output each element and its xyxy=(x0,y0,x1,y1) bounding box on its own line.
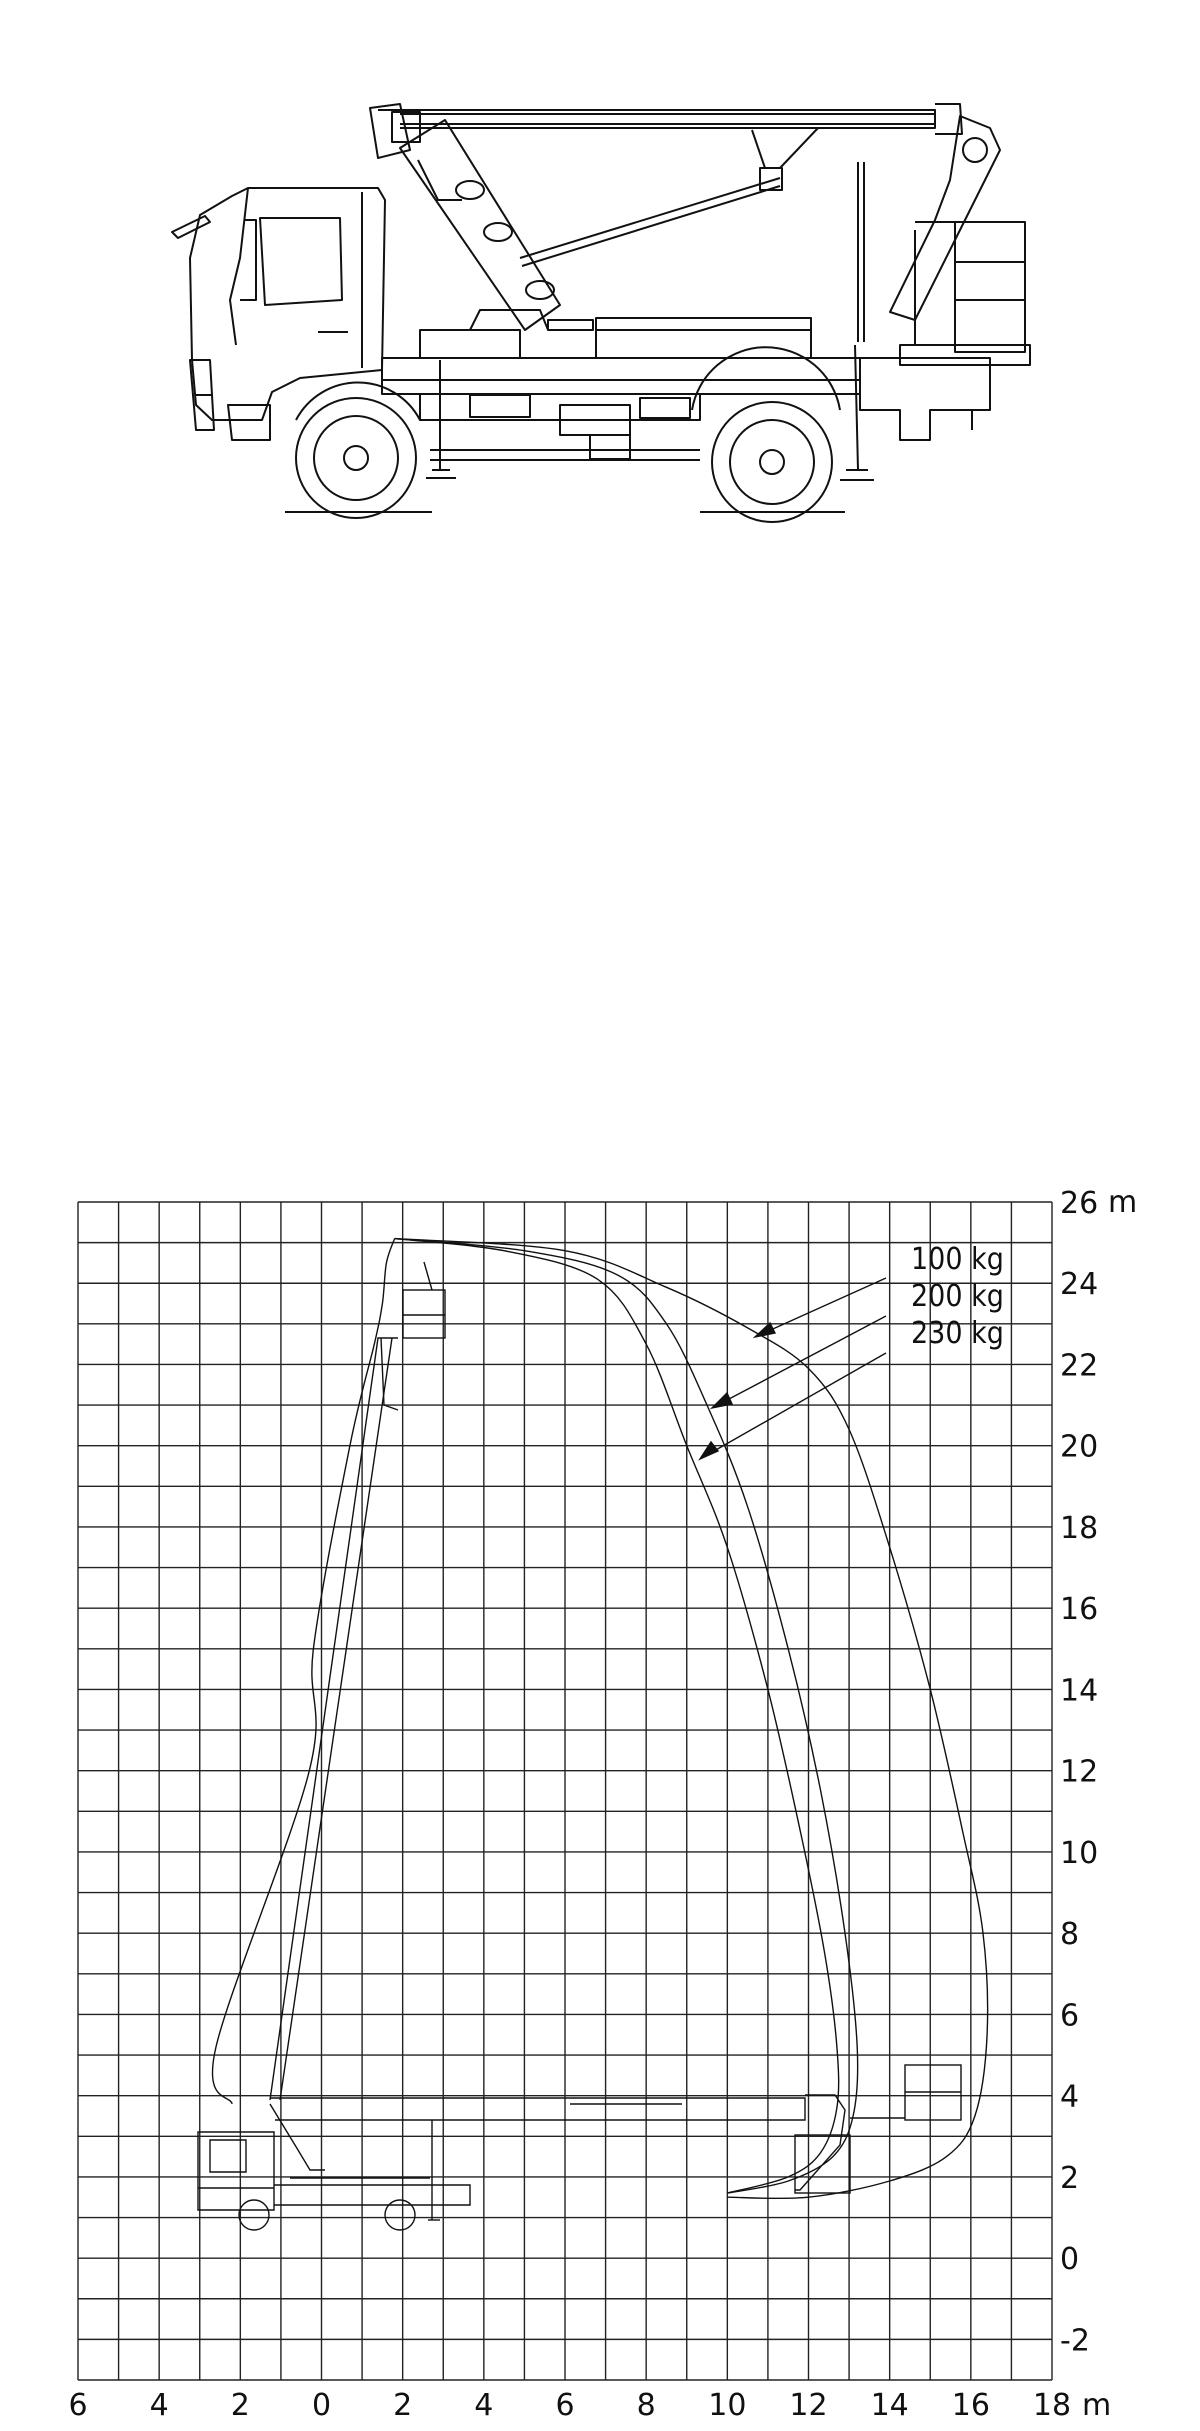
x-tick-label: 6 xyxy=(68,2388,88,2423)
axis-labels xyxy=(68,1186,1098,2423)
y-tick-label: 8 xyxy=(1060,1917,1080,1953)
x-tick-label: 0 xyxy=(311,2388,332,2423)
x-tick-label: 4 xyxy=(149,2388,169,2423)
y-tick-label: 18 xyxy=(1060,1510,1099,1546)
x-tick-label: 12 xyxy=(789,2388,828,2423)
legend-label-200kg: 200 kg xyxy=(911,1279,1004,1314)
y-tick-label: 24 xyxy=(1060,1267,1099,1303)
legend xyxy=(700,1242,1004,1459)
x-tick-label: 4 xyxy=(474,2388,494,2423)
y-tick-label: 26 xyxy=(1060,1186,1099,1221)
truck-mini-drawing xyxy=(198,1262,961,2230)
x-tick-label: 8 xyxy=(636,2388,656,2423)
y-tick-label: 12 xyxy=(1060,1754,1099,1790)
y-tick-label: 14 xyxy=(1060,1673,1099,1709)
x-tick-label: 2 xyxy=(393,2388,413,2423)
y-tick-label: 6 xyxy=(1060,1998,1080,2034)
y-tick-label: -2 xyxy=(1060,2323,1090,2359)
reach-curve-230kg xyxy=(395,1239,839,2194)
y-tick-label: 10 xyxy=(1060,1835,1099,1871)
legend-label-100kg: 100 kg xyxy=(911,1242,1004,1277)
y-tick-label: 0 xyxy=(1060,2242,1080,2278)
legend-label-230kg: 230 kg xyxy=(911,1316,1004,1351)
y-unit-label: m xyxy=(1108,1185,1138,1220)
y-tick-label: 16 xyxy=(1060,1592,1099,1628)
x-tick-label: 16 xyxy=(951,2388,990,2423)
x-tick-label: 14 xyxy=(870,2388,909,2423)
x-unit-label: m xyxy=(1082,2388,1112,2423)
grid xyxy=(78,1202,1052,2380)
x-tick-label: 10 xyxy=(708,2388,747,2423)
y-tick-label: 22 xyxy=(1060,1348,1099,1384)
y-tick-label: 20 xyxy=(1060,1429,1099,1465)
y-tick-label: 4 xyxy=(1060,2079,1080,2115)
y-tick-label: 2 xyxy=(1060,2160,1080,2196)
x-tick-label: 6 xyxy=(555,2388,575,2423)
x-tick-label: 18 xyxy=(1032,2388,1072,2423)
x-tick-label: 2 xyxy=(230,2388,250,2423)
reach-curve-200kg xyxy=(395,1239,858,2194)
